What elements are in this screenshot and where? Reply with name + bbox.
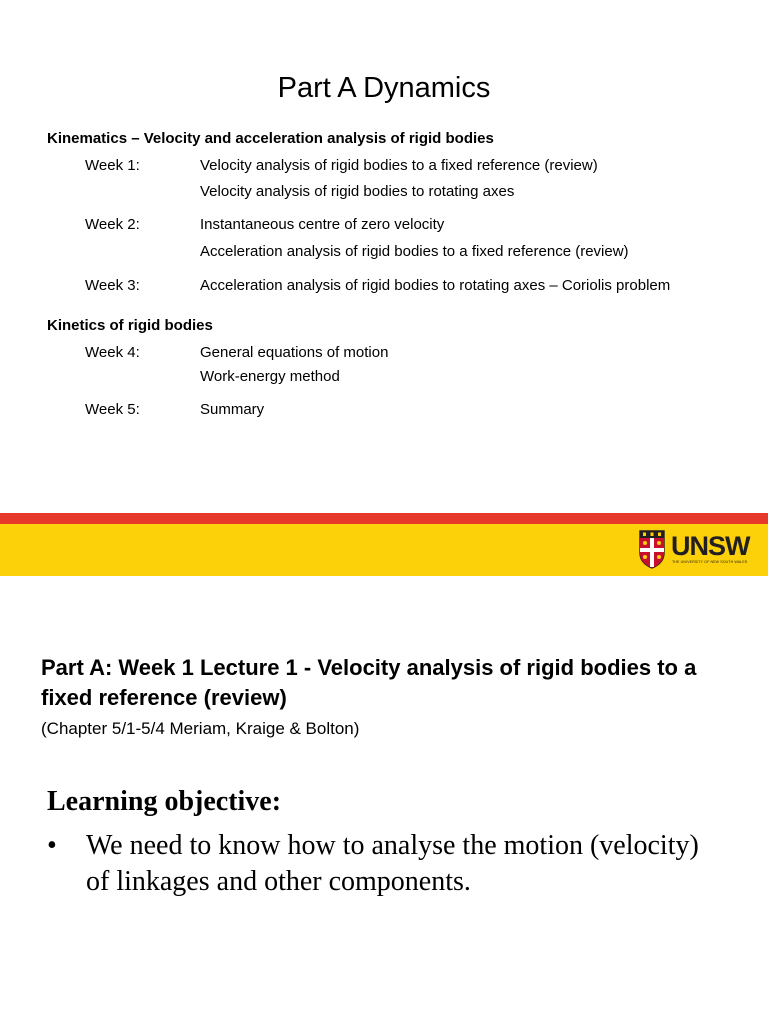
section-heading-kinetics: Kinetics of rigid bodies bbox=[47, 317, 213, 334]
bullet-marker: • bbox=[47, 830, 57, 861]
week-1-topic-2: Velocity analysis of rigid bodies to rotating axes bbox=[200, 183, 515, 200]
week-4-topic-2: Work-energy method bbox=[200, 368, 340, 385]
week-2-topic-1: Instantaneous centre of zero velocity bbox=[200, 216, 445, 233]
slide-title: Part A Dynamics bbox=[277, 72, 491, 104]
unsw-logo-subtext: THE UNIVERSITY OF NEW SOUTH WALES bbox=[672, 560, 748, 564]
week-3-label: Week 3: bbox=[85, 277, 140, 294]
learning-objective-text: We need to know how to analyse the motion (velocity) of linkages and other components. bbox=[86, 830, 699, 897]
week-1-topic-1: Velocity analysis of rigid bodies to a fixed reference (review) bbox=[200, 157, 598, 174]
lecture-title: Part A: Week 1 Lecture 1 - Velocity analysis of rigid bodies to a fixed reference (review) bbox=[41, 655, 697, 710]
week-3-topic-1: Acceleration analysis of rigid bodies to rotating axes – Coriolis problem bbox=[200, 277, 671, 294]
learning-objective-heading: Learning objective: bbox=[47, 786, 282, 817]
unsw-logo bbox=[638, 529, 754, 571]
brand-band-red bbox=[0, 513, 768, 524]
week-2-label: Week 2: bbox=[85, 216, 140, 233]
week-4-label: Week 4: bbox=[85, 344, 140, 361]
week-5-label: Week 5: bbox=[85, 401, 140, 418]
section-heading-kinematics: Kinematics – Velocity and acceleration analysis of rigid bodies bbox=[47, 130, 494, 147]
week-2-topic-2: Acceleration analysis of rigid bodies to a fixed reference (review) bbox=[200, 243, 629, 260]
week-5-topic-1: Summary bbox=[200, 401, 265, 418]
unsw-logo-text: UNSW bbox=[671, 531, 750, 561]
chapter-reference: (Chapter 5/1-5/4 Meriam, Kraige & Bolton) bbox=[41, 719, 360, 738]
week-4-topic-1: General equations of motion bbox=[200, 344, 389, 361]
unsw-crest-icon bbox=[638, 529, 666, 569]
week-1-label: Week 1: bbox=[85, 157, 140, 174]
